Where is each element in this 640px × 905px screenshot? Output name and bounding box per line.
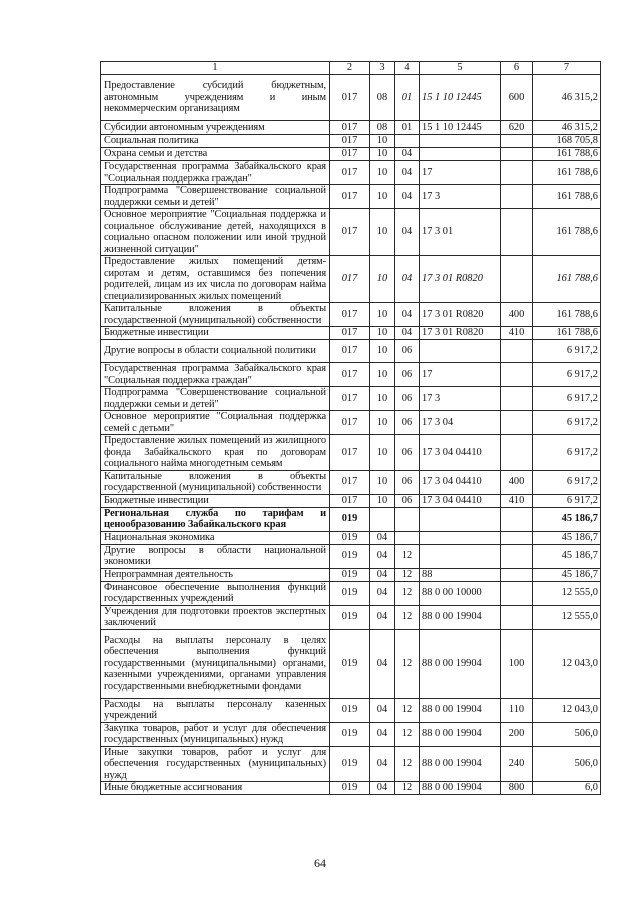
- page-number: 64: [314, 856, 326, 870]
- ministry-code: 019: [330, 629, 370, 698]
- target-article-code: 17 3: [420, 387, 501, 411]
- ministry-code: 017: [330, 411, 370, 435]
- row-name: Предоставление субсидий бюджетным, автономным учреждениям и иным некоммерческим организациям: [101, 75, 330, 121]
- column-header-subsection: 4: [395, 62, 420, 75]
- row-name: Национальная экономика: [101, 531, 330, 544]
- table-row: [101, 411, 601, 435]
- expense-type-code: 410: [501, 494, 533, 507]
- ministry-code: 017: [330, 303, 370, 327]
- section-code: 04: [370, 629, 395, 698]
- amount: 506,0: [533, 722, 601, 746]
- expense-type-code: [501, 256, 533, 303]
- subsection-code: [395, 531, 420, 544]
- subsection-code: 06: [395, 470, 420, 494]
- ministry-code: 017: [330, 75, 370, 121]
- table-row: [101, 121, 601, 135]
- amount: 6 917,2: [533, 340, 601, 363]
- ministry-code: 017: [330, 161, 370, 185]
- target-article-code: 88 0 00 19904: [420, 722, 501, 746]
- amount: 161 788,6: [533, 256, 601, 303]
- subsection-code: 12: [395, 629, 420, 698]
- subsection-code: 06: [395, 340, 420, 363]
- row-name: Социальная политика: [101, 135, 330, 148]
- section-code: 04: [370, 605, 395, 629]
- ministry-code: 017: [330, 121, 370, 135]
- row-name: Капитальные вложения в объекты государственной (муниципальной) собственности: [101, 470, 330, 494]
- section-code: 04: [370, 544, 395, 568]
- table-row: [101, 470, 601, 494]
- table-row: [101, 698, 601, 722]
- row-name: Государственная программа Забайкальского края "Социальная поддержка граждан": [101, 363, 330, 387]
- section-code: 08: [370, 75, 395, 121]
- row-name: Подпрограмма "Совершенствование социальной поддержки семьи и детей": [101, 185, 330, 209]
- expense-type-code: 620: [501, 121, 533, 135]
- expense-type-code: [501, 605, 533, 629]
- table-row: [101, 363, 601, 387]
- expense-type-code: 240: [501, 746, 533, 782]
- target-article-code: 17 3 01 R0820: [420, 327, 501, 340]
- table-header-row: [101, 62, 601, 75]
- row-name: Финансовое обеспечение выполнения функций государственных учреждений: [101, 581, 330, 605]
- ministry-code: 019: [330, 746, 370, 782]
- table-row: [101, 161, 601, 185]
- row-name: Основное мероприятие "Социальная поддержка и социальное обслуживание детей, находящихся в социально опасном положении или иной трудной жизненной ситуации": [101, 209, 330, 256]
- expense-type-code: 410: [501, 327, 533, 340]
- amount: 6 917,2: [533, 411, 601, 435]
- ministry-code: 017: [330, 340, 370, 363]
- expense-type-code: [501, 531, 533, 544]
- table-row: [101, 629, 601, 698]
- subsection-code: 12: [395, 568, 420, 581]
- table-row: [101, 531, 601, 544]
- row-name: Иные закупки товаров, работ и услуг для обеспечения государственных (муниципальных) нужд: [101, 746, 330, 782]
- table-row: [101, 75, 601, 121]
- table-row: [101, 327, 601, 340]
- expense-type-code: [501, 148, 533, 161]
- column-header-ministry: 2: [330, 62, 370, 75]
- row-name: Предоставление жилых помещений из жилищного фонда Забайкальского края по договорам социального найма многодетным семьям: [101, 435, 330, 471]
- section-code: 04: [370, 722, 395, 746]
- expense-type-code: [501, 209, 533, 256]
- subsection-code: 06: [395, 494, 420, 507]
- amount: 6 917,2: [533, 435, 601, 471]
- subsection-code: 06: [395, 435, 420, 471]
- target-article-code: 15 1 10 12445: [420, 75, 501, 121]
- ministry-code: 017: [330, 209, 370, 256]
- amount: 6 917,2: [533, 494, 601, 507]
- amount: 161 788,6: [533, 327, 601, 340]
- section-code: 04: [370, 581, 395, 605]
- target-article-code: [420, 135, 501, 148]
- amount: 45 186,7: [533, 531, 601, 544]
- subsection-code: [395, 135, 420, 148]
- subsection-code: 04: [395, 209, 420, 256]
- row-name: Закупка товаров, работ и услуг для обеспечения государственных (муниципальных) нужд: [101, 722, 330, 746]
- amount: 161 788,6: [533, 303, 601, 327]
- ministry-code: 017: [330, 387, 370, 411]
- ministry-code: 017: [330, 185, 370, 209]
- ministry-code: 017: [330, 327, 370, 340]
- ministry-code: 017: [330, 363, 370, 387]
- section-code: 10: [370, 161, 395, 185]
- amount: 12 043,0: [533, 698, 601, 722]
- subsection-code: 12: [395, 782, 420, 795]
- section-code: 10: [370, 363, 395, 387]
- table-row: [101, 135, 601, 148]
- amount: 12 555,0: [533, 581, 601, 605]
- section-code: [370, 507, 395, 531]
- subsection-code: 04: [395, 185, 420, 209]
- table-row: [101, 507, 601, 531]
- expense-type-code: 200: [501, 722, 533, 746]
- section-code: 10: [370, 256, 395, 303]
- amount: 168 705,8: [533, 135, 601, 148]
- section-code: 10: [370, 148, 395, 161]
- expense-type-code: 400: [501, 303, 533, 327]
- column-header-name: 1: [101, 62, 330, 75]
- section-code: 10: [370, 340, 395, 363]
- table-row: [101, 340, 601, 363]
- ministry-code: 019: [330, 531, 370, 544]
- section-code: 10: [370, 470, 395, 494]
- target-article-code: 17 3 04 04410: [420, 435, 501, 471]
- amount: 45 186,7: [533, 544, 601, 568]
- subsection-code: 04: [395, 161, 420, 185]
- ministry-code: 019: [330, 507, 370, 531]
- column-header-expense-type: 6: [501, 62, 533, 75]
- ministry-code: 019: [330, 581, 370, 605]
- amount: 161 788,6: [533, 209, 601, 256]
- target-article-code: 88 0 00 19904: [420, 746, 501, 782]
- table-row: [101, 435, 601, 471]
- amount: 506,0: [533, 746, 601, 782]
- row-name: Государственная программа Забайкальского края "Социальная поддержка граждан": [101, 161, 330, 185]
- target-article-code: 88 0 00 19904: [420, 698, 501, 722]
- target-article-code: [420, 507, 501, 531]
- budget-table: [100, 61, 601, 795]
- ministry-code: 017: [330, 470, 370, 494]
- ministry-code: 017: [330, 494, 370, 507]
- subsection-code: 12: [395, 722, 420, 746]
- table-row: [101, 148, 601, 161]
- expense-type-code: 110: [501, 698, 533, 722]
- subsection-code: 01: [395, 75, 420, 121]
- expense-type-code: 600: [501, 75, 533, 121]
- column-header-section: 3: [370, 62, 395, 75]
- section-code: 04: [370, 531, 395, 544]
- target-article-code: [420, 148, 501, 161]
- target-article-code: 17 3: [420, 185, 501, 209]
- target-article-code: 88 0 00 19904: [420, 605, 501, 629]
- row-name: Региональная служба по тарифам и ценообразованию Забайкальского края: [101, 507, 330, 531]
- target-article-code: 88: [420, 568, 501, 581]
- ministry-code: 019: [330, 605, 370, 629]
- row-name: Непрограммная деятельность: [101, 568, 330, 581]
- subsection-code: 12: [395, 581, 420, 605]
- target-article-code: 15 1 10 12445: [420, 121, 501, 135]
- amount: 6,0: [533, 782, 601, 795]
- table-row: [101, 185, 601, 209]
- section-code: 10: [370, 185, 395, 209]
- table-row: [101, 746, 601, 782]
- subsection-code: 04: [395, 303, 420, 327]
- amount: 12 555,0: [533, 605, 601, 629]
- section-code: 04: [370, 698, 395, 722]
- expense-type-code: [501, 507, 533, 531]
- amount: 6 917,2: [533, 470, 601, 494]
- ministry-code: 017: [330, 256, 370, 303]
- target-article-code: 17 3 04: [420, 411, 501, 435]
- expense-type-code: [501, 363, 533, 387]
- target-article-code: 88 0 00 19904: [420, 782, 501, 795]
- subsection-code: 06: [395, 363, 420, 387]
- row-name: Другие вопросы в области национальной экономики: [101, 544, 330, 568]
- table-row: [101, 544, 601, 568]
- table-row: [101, 303, 601, 327]
- ministry-code: 019: [330, 568, 370, 581]
- row-name: Расходы на выплаты персоналу в целях обеспечения выполнения функций государственными (муниципальными) органами, казенными учреждениями, органами управления государственными внебюджетными фондами: [101, 629, 330, 698]
- section-code: 10: [370, 387, 395, 411]
- subsection-code: 04: [395, 148, 420, 161]
- row-name: Расходы на выплаты персоналу казенных учреждений: [101, 698, 330, 722]
- amount: 161 788,6: [533, 148, 601, 161]
- row-name: Основное мероприятие "Социальная поддержка семей с детьми": [101, 411, 330, 435]
- target-article-code: [420, 340, 501, 363]
- amount: 6 917,2: [533, 387, 601, 411]
- target-article-code: 17 3 01: [420, 209, 501, 256]
- subsection-code: 12: [395, 746, 420, 782]
- column-header-target-article: 5: [420, 62, 501, 75]
- section-code: 10: [370, 327, 395, 340]
- row-name: Охрана семьи и детства: [101, 148, 330, 161]
- table-row: [101, 722, 601, 746]
- expense-type-code: 800: [501, 782, 533, 795]
- section-code: 10: [370, 135, 395, 148]
- subsection-code: 01: [395, 121, 420, 135]
- table-row: [101, 581, 601, 605]
- subsection-code: 12: [395, 605, 420, 629]
- target-article-code: 17 3 01 R0820: [420, 303, 501, 327]
- amount: 45 186,7: [533, 507, 601, 531]
- row-name: Учреждения для подготовки проектов экспертных заключений: [101, 605, 330, 629]
- expense-type-code: [501, 135, 533, 148]
- amount: 46 315,2: [533, 121, 601, 135]
- subsection-code: 12: [395, 544, 420, 568]
- ministry-code: 019: [330, 698, 370, 722]
- subsection-code: 06: [395, 387, 420, 411]
- expense-type-code: [501, 581, 533, 605]
- amount: 161 788,6: [533, 161, 601, 185]
- table-row: [101, 494, 601, 507]
- expense-type-code: [501, 435, 533, 471]
- subsection-code: [395, 507, 420, 531]
- amount: 6 917,2: [533, 363, 601, 387]
- target-article-code: 88 0 00 19904: [420, 629, 501, 698]
- table-row: [101, 568, 601, 581]
- column-header-amount: 7: [533, 62, 601, 75]
- target-article-code: [420, 531, 501, 544]
- table-row: [101, 605, 601, 629]
- section-code: 10: [370, 494, 395, 507]
- section-code: 08: [370, 121, 395, 135]
- row-name: Подпрограмма "Совершенствование социальной поддержки семьи и детей": [101, 387, 330, 411]
- target-article-code: 17: [420, 161, 501, 185]
- target-article-code: 88 0 00 10000: [420, 581, 501, 605]
- ministry-code: 019: [330, 544, 370, 568]
- amount: 12 043,0: [533, 629, 601, 698]
- section-code: 04: [370, 746, 395, 782]
- expense-type-code: [501, 340, 533, 363]
- expense-type-code: [501, 387, 533, 411]
- amount: 46 315,2: [533, 75, 601, 121]
- row-name: Предоставление жилых помещений детям-сиротам и детям, оставшимся без попечения родителей, лицам из их числа по договорам найма специализированных жилых помещений: [101, 256, 330, 303]
- table-row: [101, 782, 601, 795]
- row-name: Иные бюджетные ассигнования: [101, 782, 330, 795]
- ministry-code: 017: [330, 435, 370, 471]
- target-article-code: 17 3 01 R0820: [420, 256, 501, 303]
- section-code: 10: [370, 411, 395, 435]
- section-code: 10: [370, 435, 395, 471]
- target-article-code: [420, 544, 501, 568]
- target-article-code: 17: [420, 363, 501, 387]
- ministry-code: 017: [330, 148, 370, 161]
- row-name: Капитальные вложения в объекты государственной (муниципальной) собственности: [101, 303, 330, 327]
- row-name: Бюджетные инвестиции: [101, 494, 330, 507]
- subsection-code: 06: [395, 411, 420, 435]
- row-name: Субсидии автономным учреждениям: [101, 121, 330, 135]
- subsection-code: 12: [395, 698, 420, 722]
- amount: 45 186,7: [533, 568, 601, 581]
- section-code: 10: [370, 209, 395, 256]
- ministry-code: 019: [330, 782, 370, 795]
- expense-type-code: [501, 411, 533, 435]
- ministry-code: 019: [330, 722, 370, 746]
- expense-type-code: 100: [501, 629, 533, 698]
- section-code: 10: [370, 303, 395, 327]
- section-code: 04: [370, 782, 395, 795]
- section-code: 04: [370, 568, 395, 581]
- table-row: [101, 256, 601, 303]
- expense-type-code: 400: [501, 470, 533, 494]
- expense-type-code: [501, 161, 533, 185]
- row-name: Бюджетные инвестиции: [101, 327, 330, 340]
- amount: 161 788,6: [533, 185, 601, 209]
- table-row: [101, 209, 601, 256]
- expense-type-code: [501, 568, 533, 581]
- target-article-code: 17 3 04 04410: [420, 494, 501, 507]
- table-row: [101, 387, 601, 411]
- expense-type-code: [501, 185, 533, 209]
- subsection-code: 04: [395, 256, 420, 303]
- ministry-code: 017: [330, 135, 370, 148]
- expense-type-code: [501, 544, 533, 568]
- target-article-code: 17 3 04 04410: [420, 470, 501, 494]
- subsection-code: 04: [395, 327, 420, 340]
- row-name: Другие вопросы в области социальной политики: [101, 340, 330, 363]
